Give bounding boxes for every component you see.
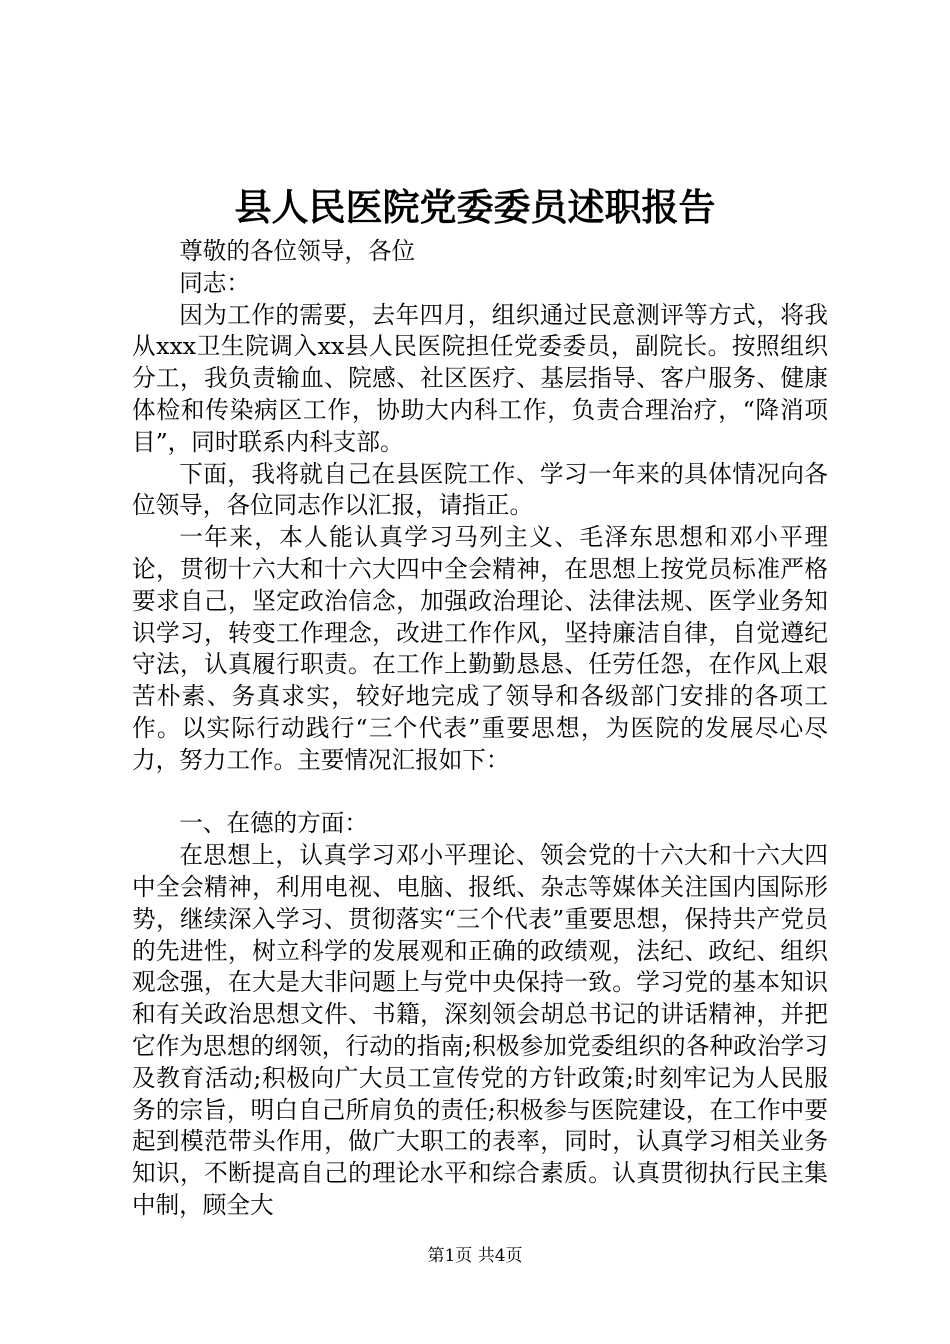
page-footer: 第1页 共4页 xyxy=(427,1246,523,1266)
paragraph-morality: 在思想上，认真学习邓小平理论、领会党的十六大和十六大四中全会精神，利用电视、电脑、报纸、杂志等媒体关注国内国际形势，继续深入学习、贯彻落实“三个代表”重要思想，保持共产党员的先进性，树立科学的发展观和正确的政绩观，法纪、政纪、组织观念强，在大是大非问题上与党中央保持一致。学习党的基本知识和有关政治思想文件、书籍，深刻领会胡总书记的讲话精神，并把它作为思想的纲领，行动的指南;积极参加党委组织的各种政治学习及教育活动;积极向广大员工宣传党的方针政策;时刻牢记为人民服务的宗旨，明白自己所肩负的责任;积极参与医院建设，在工作中要起到模范带头作用，做广大职工的表率，同时，认真学习相关业务知识，不断提高自己的理论水平和综合素质。认真贯彻执行民主集中制，顾全大 xyxy=(132,841,828,1219)
paragraph-summary: 一年来，本人能认真学习马列主义、毛泽东思想和邓小平理论，贯彻十六大和十六大四中全会精神，在思想上按党员标准严格要求自己，坚定政治信念，加强政治理论、法律法规、医学业务知识学习，转变工作理念，改进工作作风，坚持廉洁自律，自觉遵纪守法，认真履行职责。在工作上勤勤恳恳、任劳任怨，在作风上艰苦朴素、务真求实，较好地完成了领导和各级部门安排的各项工作。以实际行动践行“三个代表”重要思想，为医院的发展尽心尽力，努力工作。主要情况汇报如下： xyxy=(132,523,828,774)
salutation-line-1: 尊敬的各位领导，各位 xyxy=(179,237,416,265)
paragraph-intro: 下面，我将就自己在县医院工作、学习一年来的具体情况向各位领导，各位同志作以汇报，请指正。 xyxy=(132,459,828,520)
salutation-line-2: 同志： xyxy=(179,268,250,297)
paragraph-assignment: 因为工作的需要，去年四月，组织通过民意测评等方式，将我从xxx卫生院调入xx县人民医院担任党委委员，副院长。按照组织分工，我负责输血、院感、社区医疗、基层指导、客户服务、健康体检和传染病区工作，协助大内科工作，负责合理治疗，“降消项目”，同时联系内科支部。 xyxy=(132,300,828,456)
document-title: 县人民医院党委委员述职报告 xyxy=(234,185,716,229)
section-heading-morality: 一、在德的方面： xyxy=(179,809,368,838)
document-body xyxy=(132,236,828,1222)
